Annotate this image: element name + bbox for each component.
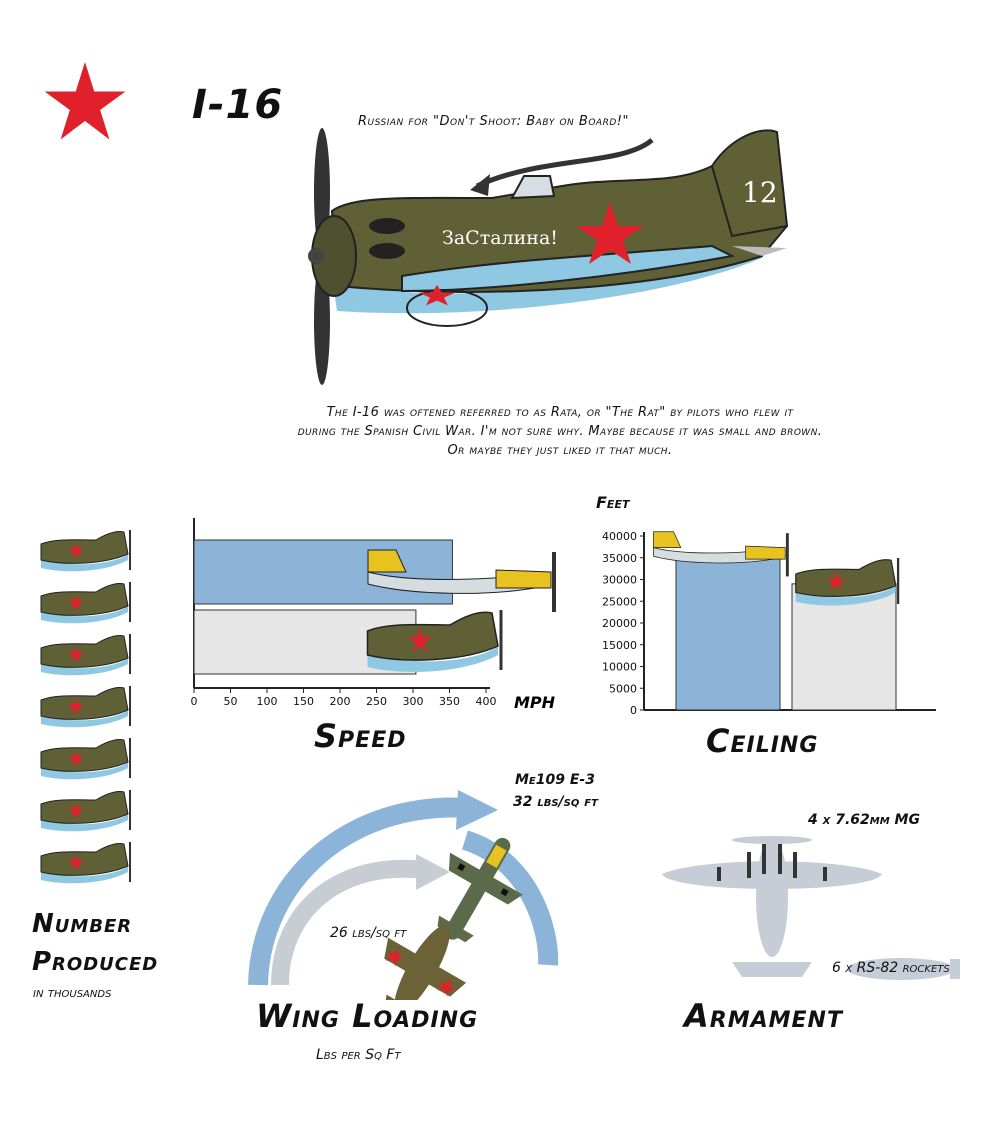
intro-caption xyxy=(200,403,920,460)
ceiling-tick-label: 25000 xyxy=(602,595,637,609)
armament-rockets-label: 6 x RS-82 rockets xyxy=(832,960,950,976)
red-star-icon xyxy=(42,62,128,142)
pictograph-icons xyxy=(34,526,134,896)
speed-tick-label: 50 xyxy=(223,695,238,708)
pictograph-plane-icon xyxy=(41,738,131,779)
armament-title: Armament xyxy=(684,997,843,1035)
ceiling-tick-label: 10000 xyxy=(602,660,637,674)
number-produced-line2: Produced xyxy=(32,947,159,977)
speed-tick-label: 100 xyxy=(256,695,278,708)
plane-callout: Russian for "Don't Shoot: Baby on Board!" xyxy=(358,114,629,129)
ceiling-unit-label: Feet xyxy=(596,493,630,512)
fuselage-slogan: ЗаСталина! xyxy=(442,227,558,249)
pictograph-plane-icon xyxy=(41,582,131,623)
number-produced-title xyxy=(32,905,158,981)
speed-tick-label: 0 xyxy=(190,695,198,708)
ceiling-tick-label: 20000 xyxy=(602,617,637,630)
tail-number: 12 xyxy=(742,176,778,209)
ceiling-tick-label: 0 xyxy=(630,704,637,717)
caption-line: The I-16 was oftened referred to as Rata, or "The Rat" by pilots who flew it xyxy=(326,405,794,420)
speed-unit-label: MPH xyxy=(514,693,556,712)
ceiling-tick-label: 5000 xyxy=(609,682,637,696)
number-produced-sublabel: in thousands xyxy=(33,985,112,1001)
me109-wing-loading-value: 32 lbs/sq ft xyxy=(513,794,598,810)
ceiling-tick-label: 35000 xyxy=(602,551,637,565)
speed-tick-label: 300 xyxy=(402,695,424,708)
speed-title: Speed xyxy=(314,717,407,755)
i16-wing-loading-value: 26 lbs/sq ft xyxy=(330,925,407,941)
speed-tick-label: 150 xyxy=(293,695,314,708)
ceiling-tick-label: 40000 xyxy=(602,530,637,543)
speed-tick-label: 350 xyxy=(439,695,460,708)
speed-bar xyxy=(194,540,452,604)
ceiling-bar xyxy=(676,553,780,710)
number-produced-line1: Number xyxy=(32,909,133,939)
wing-loading-sublabel: Lbs per Sq Ft xyxy=(316,1047,401,1063)
number-produced-pictograph xyxy=(34,526,134,896)
caption-line: during the Spanish Civil War. I'm not sure why. Maybe because it was small and brown. xyxy=(297,424,823,439)
wing-loading-title: Wing Loading xyxy=(256,997,479,1035)
speed-tick-label: 400 xyxy=(475,695,497,708)
speed-tick-label: 200 xyxy=(329,695,351,708)
pictograph-plane-icon xyxy=(41,790,131,831)
me109-name-label: Me109 E-3 xyxy=(515,772,595,788)
speed-tick-label: 250 xyxy=(366,695,387,708)
ceiling-tick-label: 30000 xyxy=(602,573,637,587)
pictograph-plane-icon xyxy=(41,634,131,675)
pictograph-plane-icon xyxy=(41,842,131,883)
ceiling-title: Ceiling xyxy=(706,722,819,760)
armament-guns-label: 4 x 7.62mm MG xyxy=(808,812,920,828)
i16-illustration xyxy=(292,126,792,390)
caption-line: Or maybe they just liked it that much. xyxy=(447,443,673,458)
speed-chart xyxy=(180,518,560,718)
page-title: I-16 xyxy=(192,82,284,128)
pictograph-plane-icon xyxy=(41,686,131,727)
wing-loading-arcs xyxy=(240,790,580,1000)
ceiling-tick-label: 15000 xyxy=(602,638,637,652)
ceiling-chart xyxy=(586,522,946,720)
pictograph-plane-icon xyxy=(41,530,131,571)
